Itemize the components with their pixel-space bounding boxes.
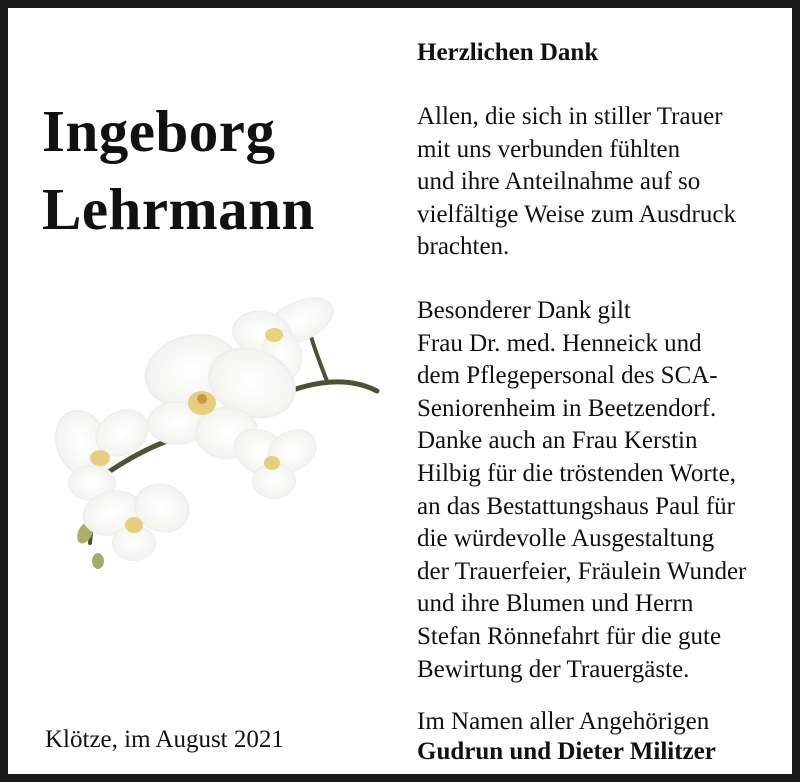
text-line: die würdevolle Ausgestaltung xyxy=(417,525,715,553)
text-line: Frau Dr. med. Henneick und xyxy=(417,329,702,357)
text-line: vielfältige Weise zum Ausdruck xyxy=(417,200,736,228)
text-line: Hilbig für die tröstenden Worte, xyxy=(417,459,736,487)
thanks-paragraph-2 xyxy=(417,295,787,686)
text-line: und ihre Anteilnahme auf so xyxy=(417,168,701,196)
deceased-name xyxy=(42,92,315,248)
signatory-names: Gudrun und Dieter Militzer xyxy=(417,738,716,766)
thanks-text-column xyxy=(417,38,787,767)
text-line: an das Bestattungshaus Paul für xyxy=(417,492,736,520)
closing-line: Im Namen aller Angehörigen xyxy=(417,708,710,736)
orchid-image xyxy=(52,293,384,578)
deceased-last-name: Lehrmann xyxy=(42,176,315,242)
text-line: dem Pflegepersonal des SCA- xyxy=(417,362,718,390)
text-line: Allen, die sich in stiller Trauer xyxy=(417,103,723,130)
thanks-paragraph-1 xyxy=(417,101,787,264)
text-line: brachten. xyxy=(417,233,510,261)
text-line: Danke auch an Frau Kerstin xyxy=(417,427,698,455)
text-line: Stefan Rönnefahrt für die gute xyxy=(417,622,722,650)
place-and-date: Klötze, im August 2021 xyxy=(45,726,284,753)
text-line: Seniorenheim in Beetzendorf. xyxy=(417,394,717,422)
thanks-heading: Herzlichen Dank xyxy=(417,39,599,66)
text-line: der Trauerfeier, Fräulein Wunder xyxy=(417,557,747,585)
text-line: und ihre Blumen und Herrn xyxy=(417,590,694,618)
text-line: Besonderer Dank gilt xyxy=(417,296,631,324)
deceased-first-name: Ingeborg xyxy=(42,98,276,164)
text-line: Bewirtung der Trauergäste. xyxy=(417,655,690,683)
text-line: mit uns verbunden fühlten xyxy=(417,135,681,163)
